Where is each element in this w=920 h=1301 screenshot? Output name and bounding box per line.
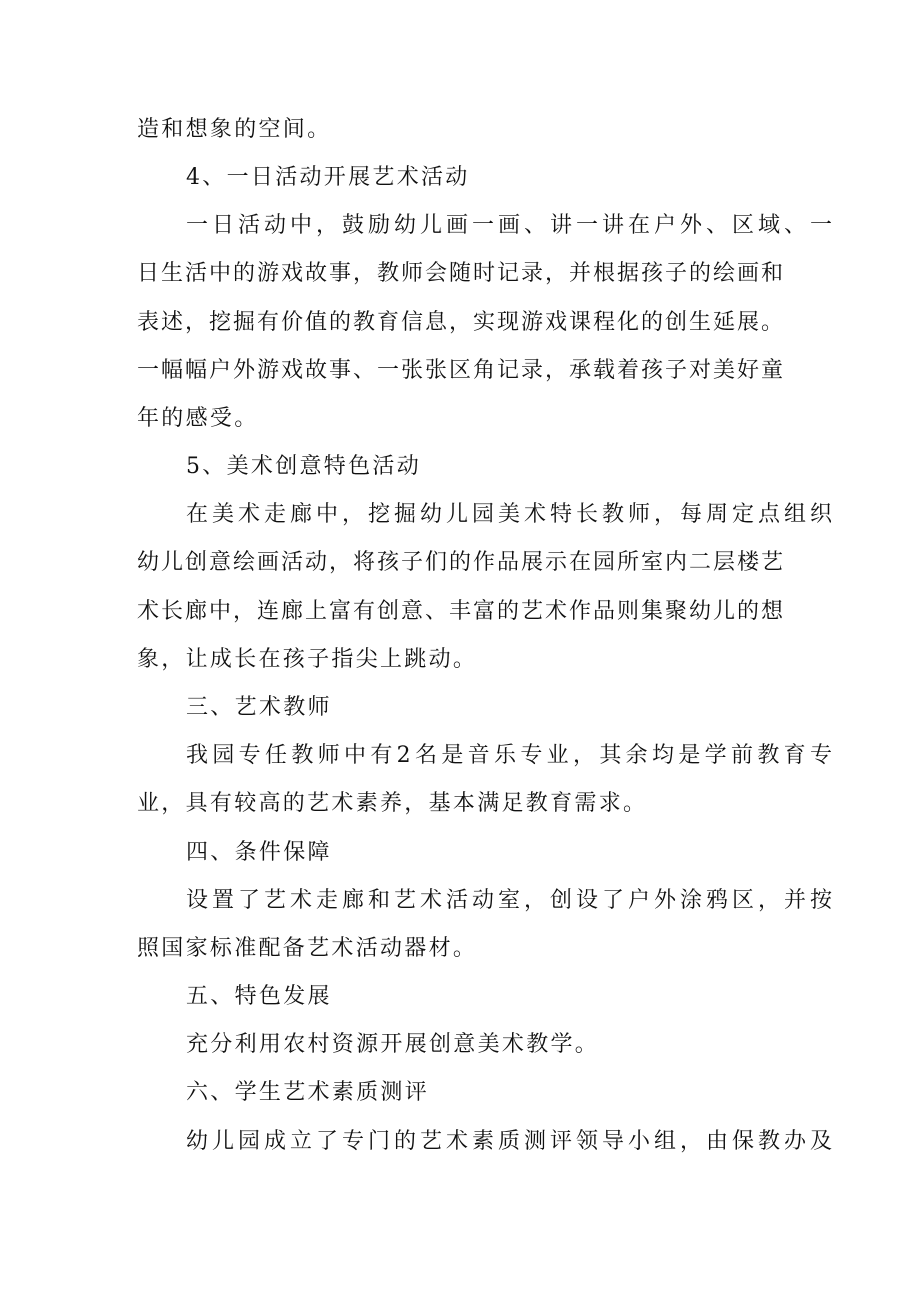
paragraph-line: 幼儿创意绘画活动，将孩子们的作品展示在园所室内二层楼艺 bbox=[137, 550, 783, 575]
paragraph-line: 我园专任教师中有2名是音乐专业，其余均是学前教育专 bbox=[186, 743, 832, 768]
subheading-art-creative: 5、美术创意特色活动 bbox=[186, 454, 421, 479]
paragraph-line: 业，具有较高的艺术素养，基本满足教育需求。 bbox=[137, 791, 648, 816]
section-heading-development: 五、特色发展 bbox=[186, 984, 332, 1009]
section-heading-conditions: 四、条件保障 bbox=[186, 840, 332, 865]
section-heading-assessment: 六、学生艺术素质测评 bbox=[186, 1080, 430, 1105]
section-heading-art-teachers: 三、艺术教师 bbox=[186, 695, 332, 720]
paragraph-line: 充分利用农村资源开展创意美术教学。 bbox=[186, 1032, 600, 1057]
paragraph-line: 年的感受。 bbox=[137, 406, 259, 431]
paragraph-line: 幼儿园成立了专门的艺术素质测评领导小组，由保教办及 bbox=[186, 1129, 832, 1154]
paragraph-line: 表述，挖掘有价值的教育信息，实现游戏课程化的创生延展。 bbox=[137, 310, 783, 335]
paragraph-line: 在美术走廊中，挖掘幼儿园美术特长教师，每周定点组织 bbox=[186, 502, 832, 527]
paragraph-line: 一幅幅户外游戏故事、一张张区角记录，承载着孩子对美好童 bbox=[137, 358, 783, 383]
paragraph-line: 术长廊中，连廊上富有创意、丰富的艺术作品则集聚幼儿的想 bbox=[137, 599, 783, 624]
paragraph-line: 设置了艺术走廊和艺术活动室，创设了户外涂鸦区，并按 bbox=[186, 888, 832, 913]
paragraph-line: 照国家标准配备艺术活动器材。 bbox=[137, 936, 478, 961]
paragraph-line: 一日活动中，鼓励幼儿画一画、讲一讲在户外、区域、一 bbox=[186, 213, 832, 238]
paragraph-line: 造和想象的空间。 bbox=[137, 117, 332, 142]
paragraph-line: 象，让成长在孩子指尖上跳动。 bbox=[137, 647, 478, 672]
paragraph-line: 日生活中的游戏故事，教师会随时记录，并根据孩子的绘画和 bbox=[137, 261, 783, 286]
subheading-daily-activities: 4、一日活动开展艺术活动 bbox=[186, 165, 470, 190]
